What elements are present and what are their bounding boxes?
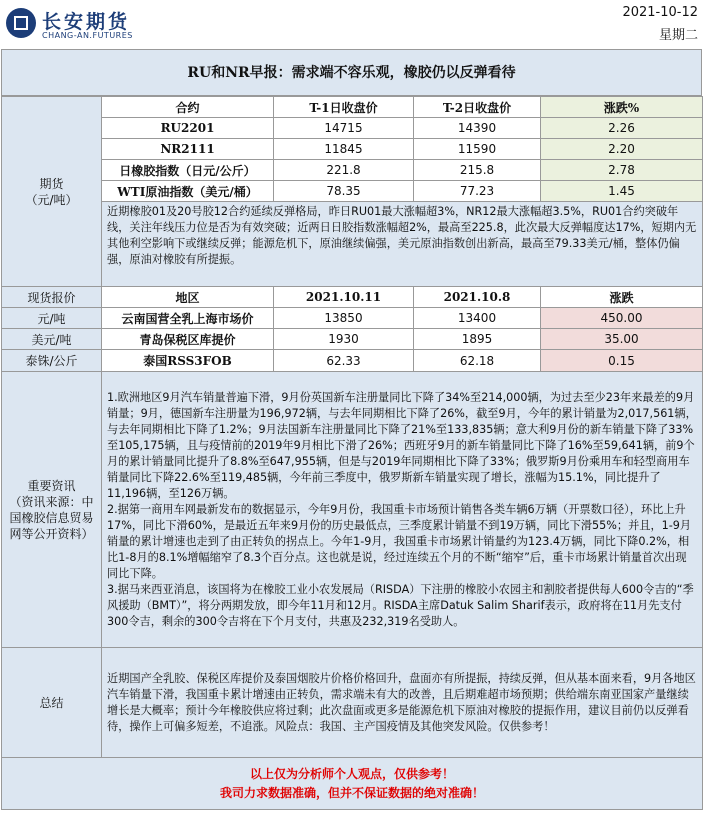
futures-change: 2.78 — [541, 160, 703, 181]
spot-price-a: 1930 — [274, 329, 414, 350]
futures-change: 2.20 — [541, 139, 703, 160]
logo-subtext: CHANG-AN.FUTURES — [42, 31, 133, 40]
disclaimer-line-2: 我司力求数据准确，但并不保证数据的绝对准确！ — [219, 785, 484, 800]
futures-t1: 78.35 — [274, 181, 414, 202]
disclaimer — [2, 758, 703, 810]
futures-comment: 近期橡胶01及20号胶12合约延续反弹格局，昨日RU01最大涨幅超3%，NR12最大涨幅超3.5%，RU01合约突破年线，关注年线压力位是否为有效突破；近两日日胶指数涨幅超2%，最高至225.8，此次最大反弹幅度达17%，短期内无其他利空影响下或继续反弹；能源危机下，原油继续偏强，美元原油指数创出新高，最高至79.33美元/桶，整体仍偏强，原油对橡胶有所提振。 — [102, 202, 703, 287]
futures-name: WTI原油指数（美元/桶） — [102, 181, 274, 202]
spot-price-b: 62.18 — [414, 350, 541, 372]
col-change: 涨跌% — [541, 97, 703, 118]
spot-region: 青岛保税区库提价 — [102, 329, 274, 350]
spot-price-a: 62.33 — [274, 350, 414, 372]
news-item: 1.欧洲地区9月汽车销量普遍下滑，9月份英国新车注册量同比下降了34%至214,000辆，为过去至少23年来最差的9月销量；9月，德国新车注册量为196,972辆，与去年同期相比下降了26%，截至9月，今年的累计销量为2,017,561辆，与去年同期相比下降了1.2%；9月法国新车注册量同比下降了21%至133,835辆；意大利9月份的新车销量下降了33%至105,175辆，且与疫情前的2019年9月相比下滑了26%；西班牙9月的新车销量同比下降了16%至59,641辆，前9个月的累计销量同比提升了8.8%至647,955辆，但是与2019年同期相比下降了33%；俄罗斯9月份乘用车和轻型商用车销量同比下降22.6%至119,485辆，今年前三季度中，俄罗斯新车销量实现了增长，涨幅为15.1%，同比提升了11,196辆，至126万辆。 — [107, 390, 697, 500]
spot-unit: 元/吨 — [2, 308, 102, 329]
spot-region: 泰国RSS3FOB — [102, 350, 274, 372]
futures-t1: 221.8 — [274, 160, 414, 181]
report-table — [1, 96, 703, 810]
header — [0, 0, 704, 48]
disclaimer-line-1: 以上仅为分析师个人观点，仅供参考！ — [249, 766, 454, 781]
futures-name: 日橡胶指数（日元/公斤） — [102, 160, 274, 181]
col-spot-change: 涨跌 — [541, 287, 703, 308]
col-contract: 合约 — [102, 97, 274, 118]
spot-region: 云南国营全乳上海市场价 — [102, 308, 274, 329]
futures-t2: 215.8 — [414, 160, 541, 181]
futures-label: 期货 （元/吨） — [2, 97, 102, 287]
spot-change: 450.00 — [541, 308, 703, 329]
report-title: RU和NR早报：需求端不容乐观，橡胶仍以反弹看待 — [1, 49, 702, 96]
futures-t2: 11590 — [414, 139, 541, 160]
logo-text: 长安期货 — [42, 11, 131, 33]
col-t2: T-2日收盘价 — [414, 97, 541, 118]
summary-label: 总结 — [2, 648, 102, 758]
spot-unit: 美元/吨 — [2, 329, 102, 350]
summary-text: 近期国产全乳胶、保税区库提价及泰国烟胶片价格价格回升，盘面亦有所提振，持续反弹，但从基本面来看，9月各地区汽车销量下滑，我国重卡累计增速由正转负，需求端未有大的改善，且后期难超市场预期；供给端东南亚国家产量继续增长是大概率；预计今年橡胶供应将过剩；此次盘面或更多是能源危机下原油对橡胶的提振作用，建议目前仍以反弹看待，操作上可偏多短差，不追涨。风险点：我国、主产国疫情及其他突发风险。仅供参考！ — [102, 648, 703, 758]
spot-price-b: 1895 — [414, 329, 541, 350]
futures-t1: 11845 — [274, 139, 414, 160]
spot-label: 现货报价 — [2, 287, 102, 308]
col-region: 地区 — [102, 287, 274, 308]
news-label: 重要资讯 （资讯来源：中国橡胶信息贸易网等公开资料） — [2, 372, 102, 648]
news-content — [102, 372, 703, 648]
spot-change: 35.00 — [541, 329, 703, 350]
news-item: 2.据第一商用车网最新发布的数据显示，今年9月份，我国重卡市场预计销售各类车辆6万辆（开票数口径），环比上升17%，同比下滑60%，是最近五年来9月份的历史最低点，三季度累计销量不到19万辆，同比下滑55%；并且，1-9月销量的累计增速也走到了由正转负的拐点上。今年1-9月，我国重卡市场累计销量约为123.4万辆，同比下降0.2%，相比1-8月的8.1%增幅缩窄了8.3个百分点。这也就是说，经过连续五个月的不断“缩窄”后，重卡市场累计销量首次出现同比下降。 — [107, 502, 692, 580]
report-weekday: 星期二 — [658, 28, 698, 43]
futures-change: 1.45 — [541, 181, 703, 202]
futures-name: RU2201 — [102, 118, 274, 139]
col-date2: 2021.10.8 — [414, 287, 541, 308]
col-t1: T-1日收盘价 — [274, 97, 414, 118]
futures-t1: 14715 — [274, 118, 414, 139]
futures-name: NR2111 — [102, 139, 274, 160]
futures-t2: 77.23 — [414, 181, 541, 202]
spot-change: 0.15 — [541, 350, 703, 372]
futures-change: 2.26 — [541, 118, 703, 139]
news-item: 3.据马来西亚消息，该国将为在橡胶工业小农发展局（RISDA）下注册的橡胶小农园主和割胶者提供每人600令吉的“季风援助（BMT）”，将分两期发放，即今年11月和12月。RISDA主席Datuk Salim Sharif表示，政府将在11月先支付300令吉，剩余的300令吉将在下个月支付，共惠及232,319名受助人。 — [107, 582, 694, 628]
futures-t2: 14390 — [414, 118, 541, 139]
col-date1: 2021.10.11 — [274, 287, 414, 308]
logo-icon — [6, 8, 36, 38]
spot-price-b: 13400 — [414, 308, 541, 329]
spot-price-a: 13850 — [274, 308, 414, 329]
spot-unit: 泰铢/公斤 — [2, 350, 102, 372]
report-date: 2021-10-12 — [622, 5, 698, 20]
